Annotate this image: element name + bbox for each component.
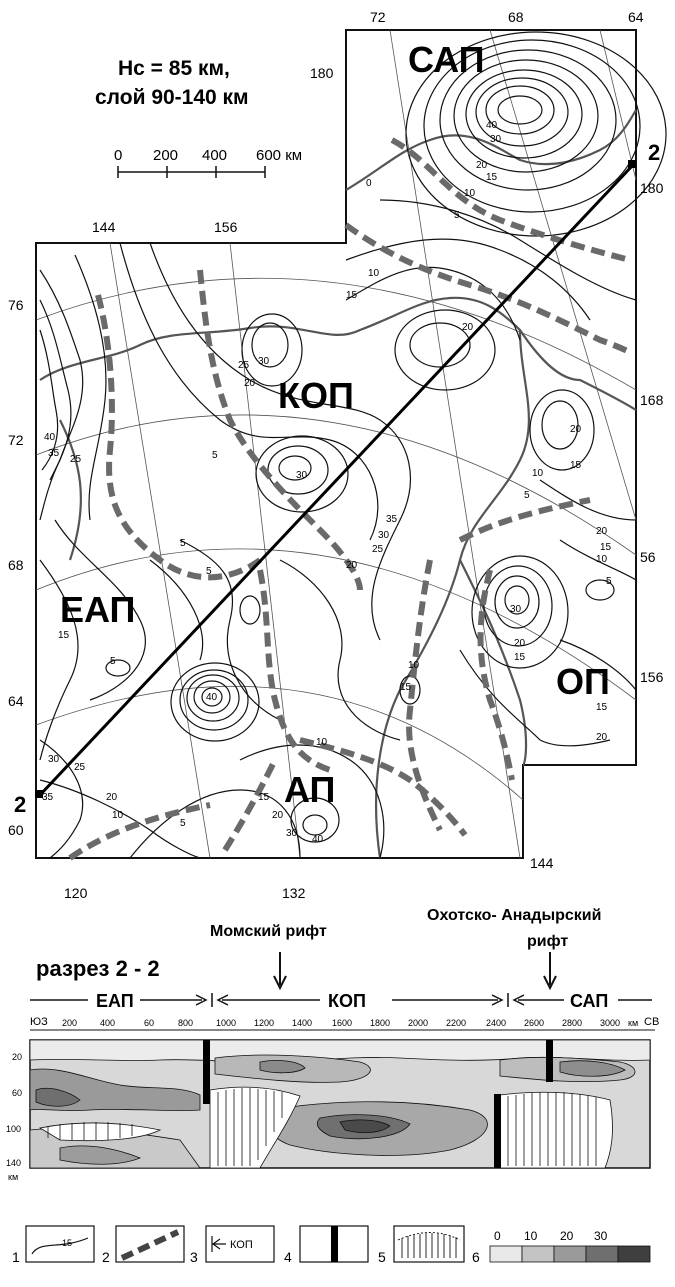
iso-label: 15 [346,290,358,301]
iso-label: 25 [70,454,82,465]
iso-label: 20 [596,732,608,743]
inner-label-180: 180 [310,65,334,81]
rift-bar [203,1040,210,1104]
map-panel [8,9,666,901]
iso-label: 10 [408,660,420,671]
iso-label: 35 [386,514,398,525]
iso-label: 5 [180,538,186,549]
iso-label: 40 [312,834,324,845]
legend-num-2: 2 [102,1249,110,1265]
legend-num-3: 3 [190,1249,198,1265]
legend-scale-swatch [554,1246,586,1262]
iso-label: 5 [206,566,212,577]
scale-tick-0: 0 [114,147,123,164]
rift-label-okhotsk-line1: Охотско- Анадырский [427,907,602,924]
map-frame [36,30,636,858]
iso-label: 25 [74,762,86,773]
right-label-180: 180 [640,180,664,196]
iso-label: 5 [212,450,218,461]
depth-tick: 140 [6,1158,22,1168]
iso-label: 30 [510,604,522,615]
right-label-56: 56 [640,549,656,565]
axis-tick: 1800 [370,1018,391,1028]
axis-tick: км [628,1018,639,1028]
iso-label: 20 [462,322,474,333]
iso-label: 10 [464,188,476,199]
legend-num-4: 4 [284,1249,292,1265]
legend-rift-sample [331,1226,338,1262]
iso-label: 30 [378,530,390,541]
iso-label: 25 [372,544,384,555]
legend-scale-swatch [490,1246,522,1262]
iso-label: 5 [180,818,186,829]
region-label-ap: АП [284,769,336,810]
legend-scale-value: 30 [594,1229,608,1243]
profile-marker-sw: 2 [14,792,27,817]
iso-label: 20 [570,424,582,435]
rift-arrows [274,952,556,988]
segment-label-eap: ЕАП [96,991,134,1011]
lat-label-68: 68 [8,557,24,573]
right-label-168: 168 [640,392,664,408]
lon-label-64-top: 64 [628,9,644,25]
iso-label: 35 [48,448,60,459]
segment-label-sap: САП [570,991,609,1011]
axis-tick: 3000 [600,1018,621,1028]
legend-scale-value: 0 [494,1229,501,1243]
rift-bar [494,1094,501,1168]
iso-label: 10 [112,810,124,821]
axis-tick: 2400 [486,1018,507,1028]
legend-segment-label: КОП [230,1239,253,1251]
iso-label: 5 [454,210,460,221]
legend-scale-value: 10 [524,1229,538,1243]
legend-num-1: 1 [12,1249,20,1265]
lat-label-60: 60 [8,822,24,838]
iso-label: 15 [570,460,582,471]
iso-label: 15 [596,702,608,713]
lon-label-144-upper: 144 [92,219,116,235]
depth-tick: 20 [12,1052,23,1062]
axis-tick: 1200 [254,1018,275,1028]
iso-label: 15 [514,652,526,663]
depth-tick: 60 [12,1088,23,1098]
axis-end-label: СВ [644,1016,660,1028]
map-title-line1: Hc = 85 км, [118,57,230,80]
segment-label-kop: КОП [328,991,366,1011]
lon-label-144-bottom: 144 [530,855,554,871]
region-label-sap: САП [408,39,485,80]
region-label-op: ОП [556,661,610,702]
iso-label: 20 [106,792,118,803]
legend-isoline-value: 15 [62,1238,73,1248]
distance-axis [30,1016,659,1030]
section-panel [6,907,659,1182]
iso-label: 5 [606,576,612,587]
iso-label: 40 [44,432,56,443]
iso-label: 15 [400,682,412,693]
axis-start-label: ЮЗ [30,1016,48,1028]
iso-label: 30 [286,828,298,839]
map-title-line2: слой 90-140 км [95,86,249,109]
iso-label: 0 [366,178,372,189]
rift-label-okhotsk-line2: рифт [527,933,569,950]
depth-unit: км [8,1172,19,1182]
axis-tick: 400 [100,1018,116,1028]
iso-label: 20 [596,526,608,537]
region-label-eap: ЕАП [60,589,136,630]
legend-num-6: 6 [472,1249,480,1265]
iso-label: 30 [490,134,502,145]
lat-label-76: 76 [8,297,24,313]
iso-label: 20 [244,378,256,389]
scale-tick-600: 600 км [256,147,303,164]
scale-tick-400: 400 [202,147,228,164]
legend-scale-swatch [522,1246,554,1262]
lon-label-68-top: 68 [508,9,524,25]
iso-label: 40 [486,120,498,131]
iso-label: 20 [272,810,284,821]
iso-label: 20 [346,560,358,571]
iso-label: 10 [316,737,328,748]
iso-label: 15 [258,792,270,803]
legend-box-5 [394,1226,464,1262]
lat-label-64: 64 [8,693,24,709]
axis-tick: 2600 [524,1018,545,1028]
iso-label: 15 [486,172,498,183]
axis-tick: 1600 [332,1018,353,1028]
lon-label-72-top: 72 [370,9,386,25]
legend [12,1226,650,1265]
legend-num-5: 5 [378,1249,386,1265]
iso-label: 15 [58,630,70,641]
iso-label: 30 [48,754,60,765]
depth-tick: 100 [6,1124,22,1134]
iso-label: 5 [524,490,530,501]
profile-marker-ne: 2 [648,140,661,165]
scale-bar [114,147,302,178]
axis-tick: 1400 [292,1018,313,1028]
axis-tick: 200 [62,1018,78,1028]
profile-end-ne [628,160,636,168]
depth-axis [6,1052,22,1182]
iso-label: 10 [532,468,544,479]
iso-label: 35 [42,792,54,803]
region-label-kop: КОП [278,375,354,416]
iso-label: 20 [514,638,526,649]
iso-label: 30 [258,356,270,367]
iso-label: 20 [476,160,488,171]
rift-bar [546,1040,553,1082]
section-title: разрез 2 - 2 [36,956,160,981]
lat-label-72: 72 [8,432,24,448]
legend-scale-swatch [618,1246,650,1262]
rift-label-momsky: Момский рифт [210,923,327,940]
axis-tick: 60 [144,1018,155,1028]
iso-label: 15 [600,542,612,553]
iso-label: 40 [206,692,218,703]
legend-scale-swatch [586,1246,618,1262]
legend-color-scale [490,1246,650,1262]
right-label-156: 156 [640,669,664,685]
lon-label-132-bottom: 132 [282,885,306,901]
lon-label-156-upper: 156 [214,219,238,235]
lon-label-120-bottom: 120 [64,885,88,901]
axis-tick: 2200 [446,1018,467,1028]
iso-label: 10 [596,554,608,565]
axis-tick: 1000 [216,1018,237,1028]
iso-label: 30 [296,470,308,481]
axis-tick: 2000 [408,1018,429,1028]
legend-scale-value: 20 [560,1229,574,1243]
iso-label: 5 [110,656,116,667]
axis-tick: 800 [178,1018,194,1028]
axis-tick: 2800 [562,1018,583,1028]
iso-label: 10 [368,268,380,279]
iso-label: 25 [238,360,250,371]
scale-tick-200: 200 [153,147,179,164]
